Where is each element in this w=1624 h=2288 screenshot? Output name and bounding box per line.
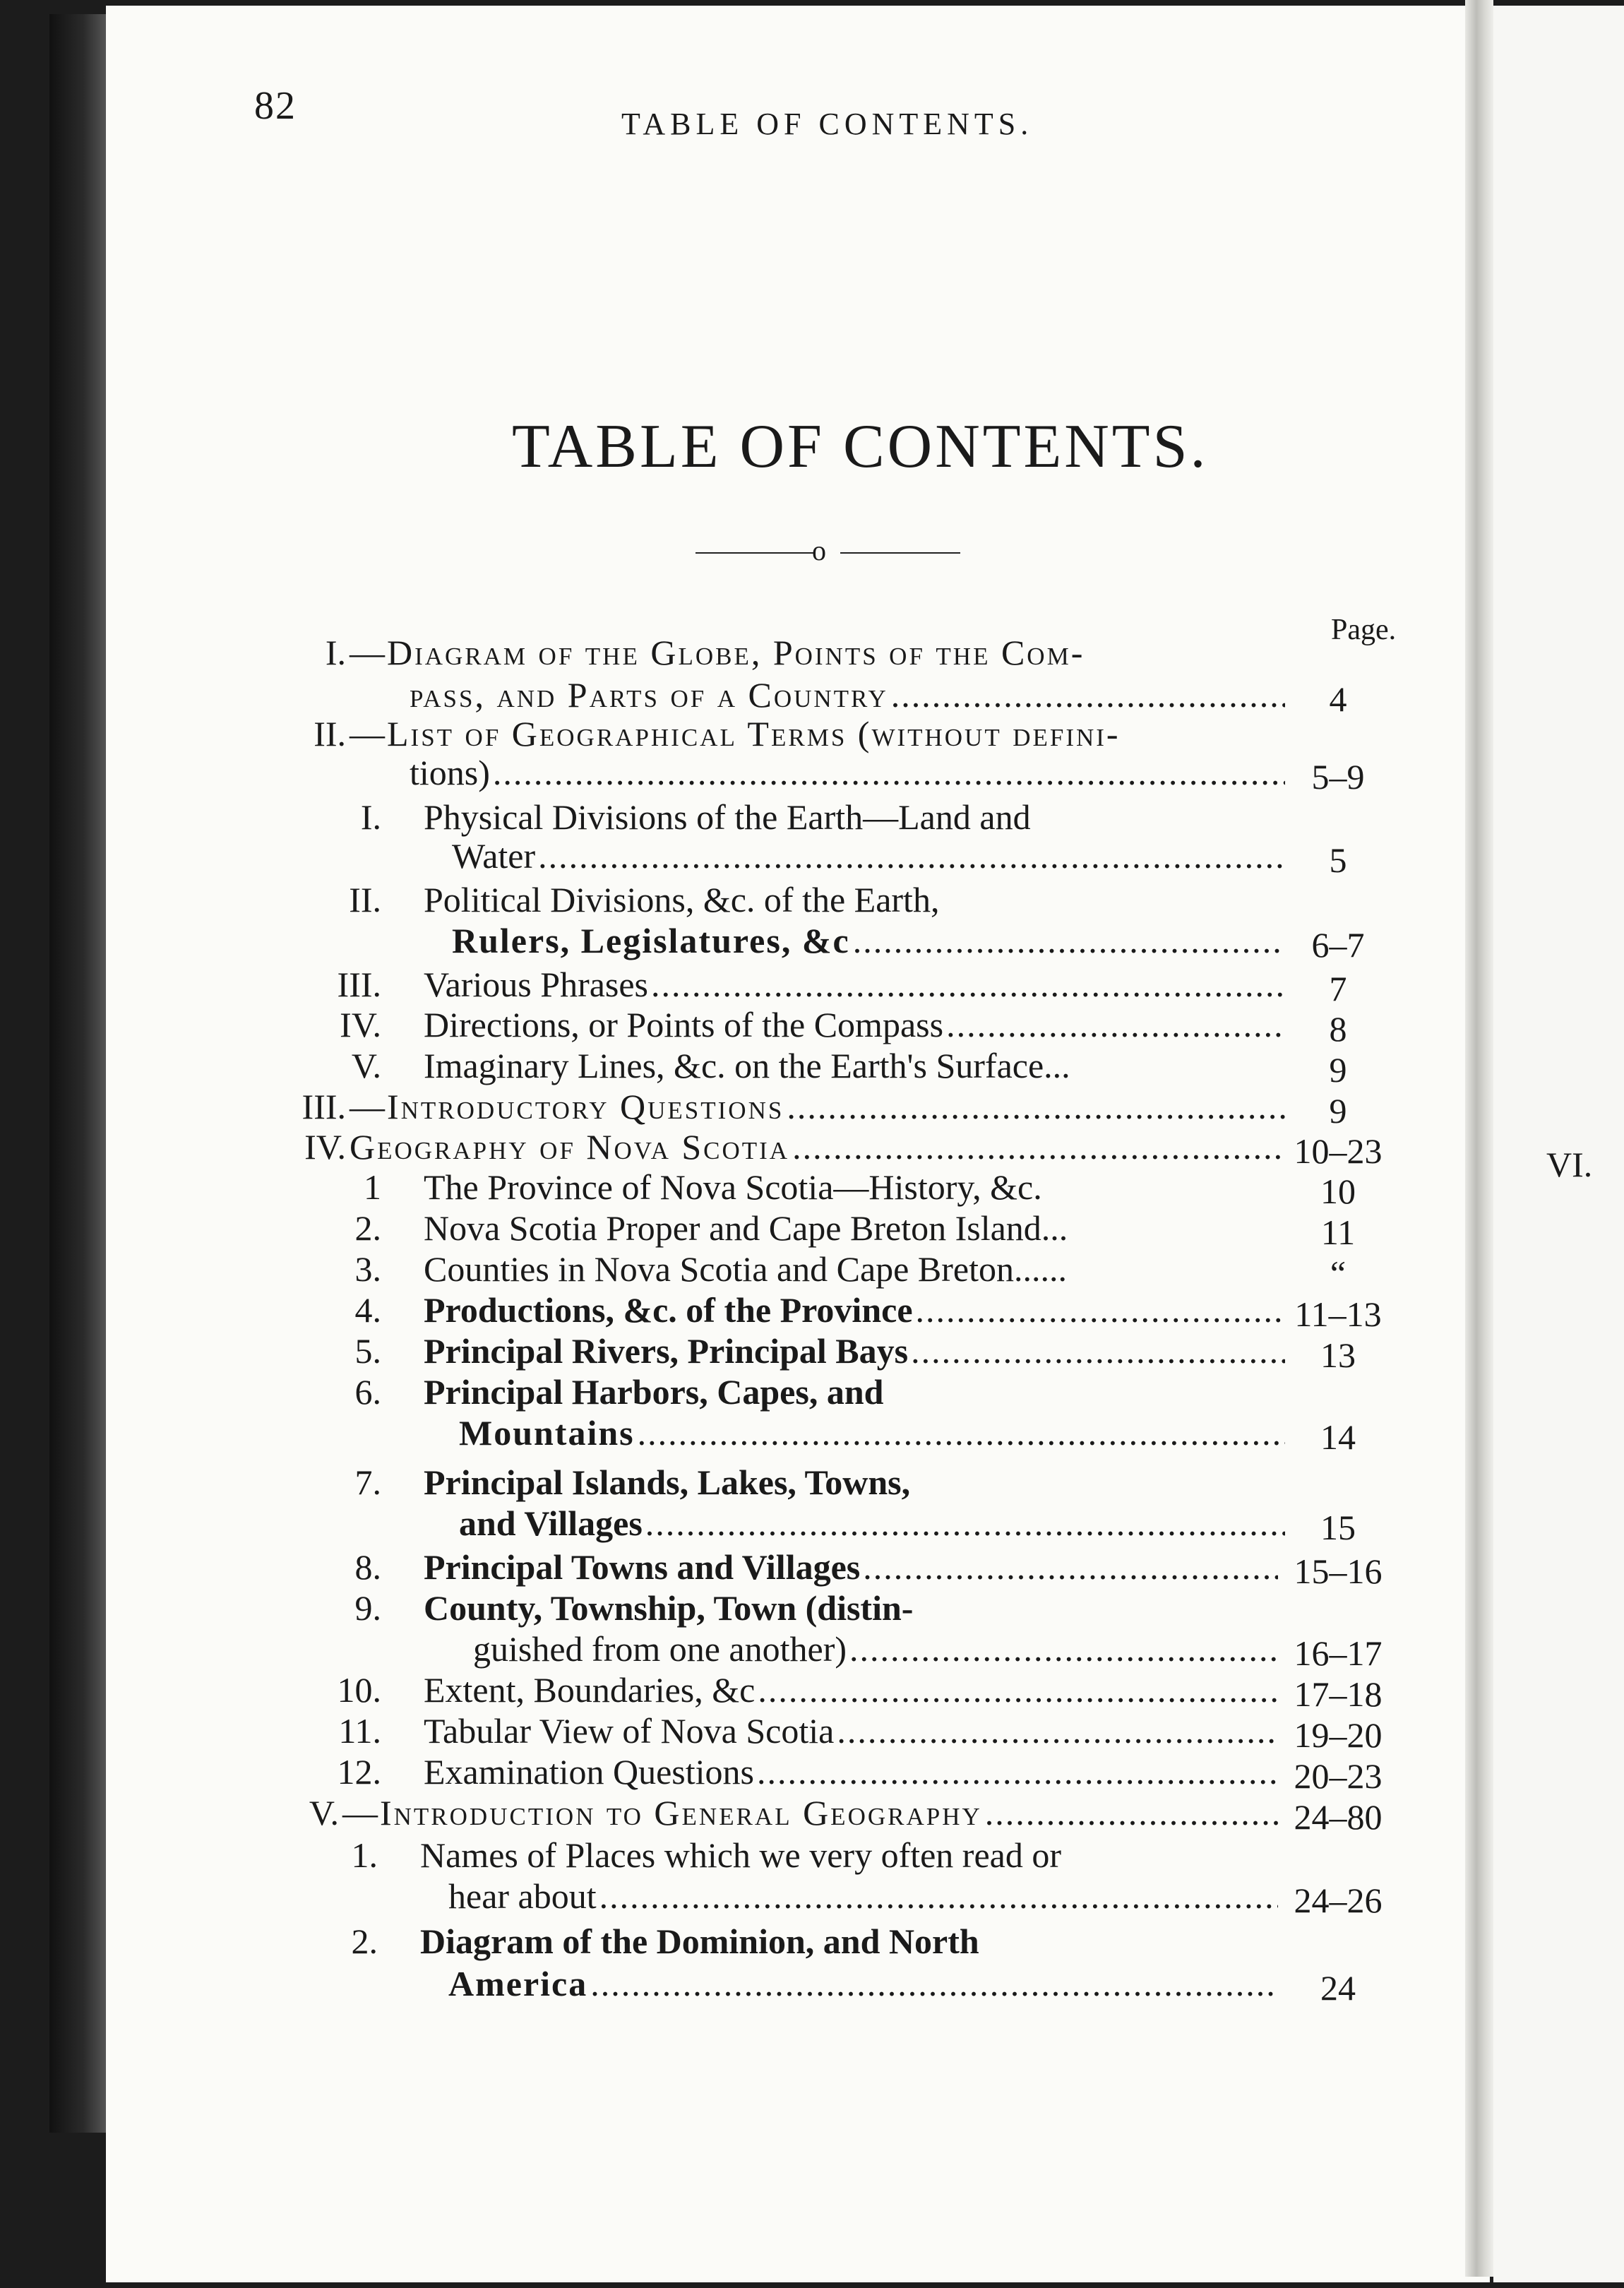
entry-page: 10–23	[1294, 1131, 1383, 1171]
entry-page: 11	[1320, 1212, 1356, 1252]
entry-number: 1.	[351, 1835, 378, 1875]
entry-page: 8	[1329, 1009, 1347, 1049]
entry-number: V.	[351, 1046, 381, 1085]
toc-entry	[261, 1086, 1384, 1131]
entry-page: 24–80	[1294, 1797, 1383, 1837]
toc-entry	[261, 1547, 1384, 1589]
adjacent-page-label: VI.	[1546, 1145, 1593, 1184]
leader-dots	[599, 1876, 1278, 1917]
entry-text: Principal Towns and Villages	[424, 1547, 861, 1587]
entry-page: 24	[1320, 1968, 1356, 2008]
entry-text: America	[448, 1964, 588, 2003]
entry-number: I.	[360, 797, 381, 837]
toc-entry	[261, 797, 1384, 839]
toc-entry	[261, 713, 1384, 756]
toc-entry	[261, 1710, 1384, 1753]
toc-entry	[261, 1835, 1384, 1877]
toc-entry	[261, 1587, 1384, 1630]
toc-entry-cont	[261, 674, 1384, 717]
entry-text: Examination Questions	[424, 1752, 754, 1792]
entry-page: 7	[1329, 969, 1347, 1008]
toc-entry	[261, 1792, 1384, 1835]
leader-dots	[849, 1628, 1278, 1669]
toc-entry	[261, 1669, 1384, 1712]
entry-text: pass, and Parts of a Country	[410, 675, 888, 715]
toc-entry-cont	[261, 920, 1384, 963]
page-column-label: Page.	[1331, 614, 1397, 646]
toc-entry-cont	[261, 835, 1384, 878]
entry-text: Diagram of the Dominion, and North	[420, 1921, 979, 1961]
entry-page: 5	[1329, 840, 1347, 880]
entry-text: Geography of Nova Scotia	[350, 1127, 790, 1167]
toc-entry-cont	[261, 1503, 1384, 1545]
entry-text: and Villages	[459, 1503, 643, 1543]
entry-text: hear about	[448, 1876, 597, 1916]
entry-number: III.	[301, 1087, 346, 1126]
title-ornament	[695, 535, 960, 566]
entry-text: Rulers, Legislatures, &c	[452, 921, 850, 960]
toc-entry-cont	[261, 1628, 1384, 1671]
entry-number: 1	[364, 1167, 381, 1207]
entry-number: 2.	[354, 1208, 381, 1248]
entry-text: Names of Places which we very often read or	[420, 1835, 1061, 1875]
entry-text: Extent, Boundaries, &c	[424, 1670, 756, 1710]
entry-number: 10.	[337, 1670, 381, 1710]
entry-text: Tabular View of Nova Scotia	[424, 1711, 835, 1751]
leader-dots	[911, 1330, 1285, 1371]
entry-text: Productions, &c. of the Province	[424, 1290, 913, 1330]
leader-dots	[645, 1503, 1285, 1544]
leader-dots	[985, 1792, 1278, 1833]
leader-dots	[757, 1751, 1278, 1792]
entry-page: 9	[1329, 1091, 1347, 1131]
page-title: TABLE OF CONTENTS.	[512, 412, 1209, 481]
toc-entry	[261, 1371, 1384, 1414]
leader-dots	[946, 1004, 1285, 1045]
leader-dots	[758, 1669, 1278, 1710]
entry-text: Principal Rivers, Principal Bays	[424, 1331, 909, 1371]
entry-number: V.	[309, 1793, 339, 1833]
running-head: TABLE OF CONTENTS.	[621, 107, 1034, 141]
entry-number: III.	[337, 965, 381, 1004]
entry-text: Directions, or Points of the Compass	[424, 1005, 944, 1044]
toc-entry	[261, 1167, 1384, 1209]
ornament-glyph: o	[812, 535, 826, 566]
leader-dots	[916, 1289, 1285, 1330]
entry-text: Mountains	[459, 1413, 635, 1453]
entry-page: 4	[1329, 679, 1347, 719]
entry-page: “	[1330, 1253, 1347, 1293]
leader-dots	[590, 1963, 1278, 2004]
entry-number: II.	[349, 880, 381, 919]
entry-page: 13	[1320, 1335, 1356, 1375]
toc-entry	[261, 964, 1384, 1006]
entry-text: Imaginary Lines, &c. on the Earth's Surface...	[424, 1046, 1070, 1085]
entry-page: 6–7	[1311, 925, 1365, 965]
entry-text: Principal Islands, Lakes, Towns,	[424, 1462, 911, 1502]
toc-entry	[261, 1126, 1384, 1169]
toc-entry	[261, 1921, 1384, 1963]
leader-dots	[651, 964, 1285, 1005]
entry-number: II.	[314, 714, 346, 753]
entry-number: 8.	[354, 1547, 381, 1587]
leader-dots	[891, 674, 1285, 715]
entry-number: 9.	[354, 1588, 381, 1628]
entry-number: 6.	[354, 1372, 381, 1412]
leader-dots	[837, 1710, 1278, 1751]
leader-dots	[853, 920, 1285, 961]
entry-page: 16–17	[1294, 1633, 1383, 1673]
entry-text: Counties in Nova Scotia and Cape Breton......	[424, 1249, 1067, 1289]
entry-page: 5–9	[1311, 757, 1365, 797]
toc-entry	[261, 1330, 1384, 1373]
entry-text: —Diagram of the Globe, Points of the Com-	[350, 633, 1085, 672]
toc-entry	[261, 1208, 1384, 1250]
toc-entry	[261, 1045, 1384, 1088]
toc-entry	[261, 879, 1384, 922]
toc-entry	[261, 1751, 1384, 1794]
entry-page: 11–13	[1294, 1294, 1382, 1334]
leader-dots	[638, 1412, 1285, 1453]
entry-number: I.	[325, 633, 346, 672]
entry-text: —List of Geographical Terms (without defini-	[350, 714, 1121, 753]
page-number: 82	[254, 84, 297, 128]
entry-text: The Province of Nova Scotia—History, &c.	[424, 1167, 1042, 1207]
entry-text: Water	[452, 836, 536, 876]
entry-page: 17–18	[1294, 1674, 1383, 1714]
entry-text: guished from one another)	[473, 1629, 847, 1669]
leader-dots	[792, 1126, 1285, 1167]
leader-dots	[863, 1547, 1278, 1587]
entry-number: 11.	[338, 1711, 381, 1751]
toc-entry-cont	[261, 752, 1384, 797]
entry-page: 24–26	[1294, 1881, 1383, 1920]
toc-entry-cont	[261, 1412, 1384, 1455]
entry-number: 12.	[337, 1752, 381, 1792]
toc-entry	[261, 1462, 1384, 1504]
entry-page: 15	[1320, 1508, 1356, 1547]
toc-entry	[261, 632, 1384, 674]
book-binding	[49, 14, 106, 2133]
entry-page: 19–20	[1294, 1715, 1383, 1755]
toc-entry	[261, 1289, 1384, 1332]
entry-text: —Introduction to General Geography	[342, 1793, 982, 1833]
entry-text: Various Phrases	[424, 965, 649, 1004]
toc-entry	[261, 1004, 1384, 1047]
entry-page: 20–23	[1294, 1756, 1383, 1796]
entry-page: 15–16	[1294, 1551, 1383, 1591]
leader-dots	[538, 835, 1285, 876]
entry-text: Principal Harbors, Capes, and	[424, 1372, 884, 1412]
entry-page: 14	[1320, 1417, 1356, 1457]
toc-entry-cont	[261, 1876, 1384, 1918]
entry-number: 2.	[351, 1921, 378, 1961]
entry-text: tions)	[410, 753, 490, 792]
entry-text: Political Divisions, &c. of the Earth,	[424, 880, 940, 919]
toc-entry	[261, 1249, 1384, 1291]
entry-page: 9	[1329, 1050, 1347, 1090]
entry-text: Physical Divisions of the Earth—Land and	[424, 797, 1031, 837]
leader-dots	[493, 752, 1285, 793]
entry-number: 3.	[354, 1249, 381, 1289]
entry-page: 10	[1320, 1172, 1356, 1211]
toc-entry-cont	[261, 1963, 1384, 2006]
entry-text: Nova Scotia Proper and Cape Breton Island...	[424, 1208, 1068, 1248]
entry-text: County, Township, Town (distin-	[424, 1588, 914, 1628]
entry-text: —Introductory Questions	[350, 1087, 784, 1126]
entry-number: 5.	[354, 1331, 381, 1371]
entry-number: IV.	[340, 1005, 381, 1044]
leader-dots	[787, 1086, 1285, 1127]
entry-number: 4.	[354, 1290, 381, 1330]
entry-number: IV.	[304, 1127, 346, 1167]
entry-number: 7.	[354, 1462, 381, 1502]
page-gutter	[1465, 0, 1493, 2277]
